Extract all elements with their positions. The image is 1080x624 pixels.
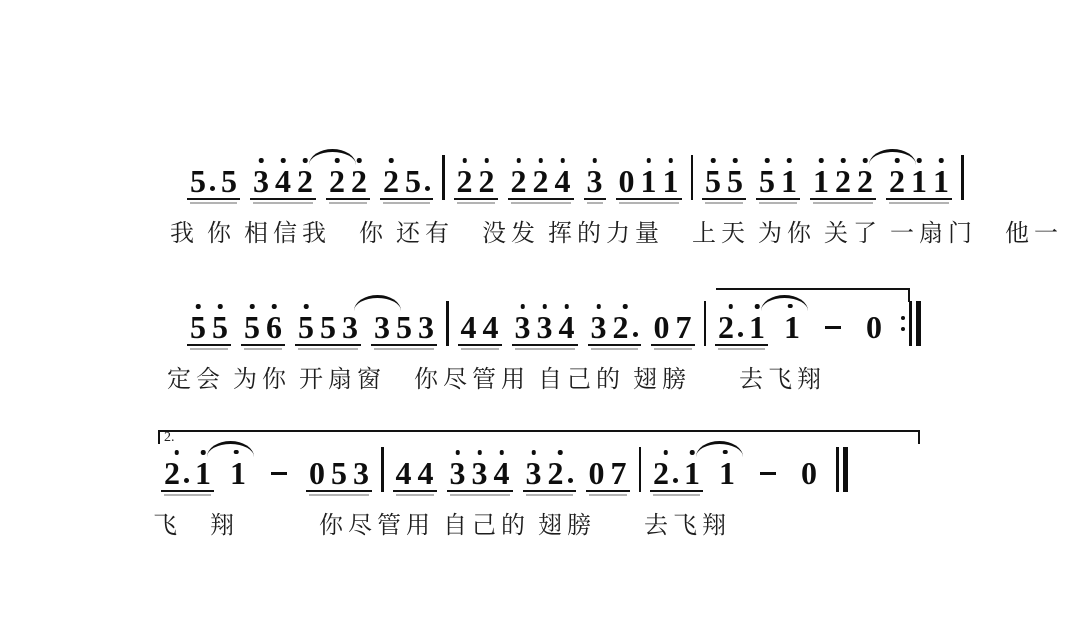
duration-dash — [825, 326, 841, 330]
note-digit: 4 — [460, 309, 477, 345]
note — [351, 157, 367, 199]
note-digit: 3 — [536, 309, 553, 345]
augmentation-dot — [568, 478, 573, 483]
volta-label: 2. — [164, 430, 175, 445]
lyric-chunk: 你 — [207, 221, 236, 247]
octave-dot — [542, 304, 547, 309]
octave-dot — [596, 304, 601, 309]
octave-dot — [218, 304, 223, 309]
note-group — [161, 449, 214, 492]
lyric-chunk: 没发 — [482, 221, 540, 247]
note — [275, 157, 291, 199]
note — [395, 449, 412, 491]
note-digit: 2 — [329, 163, 345, 199]
note-group — [458, 303, 502, 346]
note-digit: 0 — [588, 455, 605, 491]
note-digit: 2 — [547, 455, 564, 491]
note — [417, 449, 434, 491]
octave-dot — [335, 158, 340, 163]
octave-dot — [787, 158, 792, 163]
barline — [442, 155, 445, 200]
octave-dot — [564, 304, 569, 309]
note-group — [508, 157, 574, 200]
octave-dot — [711, 158, 716, 163]
notation-row — [182, 300, 921, 346]
note — [857, 157, 873, 199]
note-group — [187, 303, 231, 346]
lyric-chunk: 你尽管用 — [414, 367, 530, 393]
system-2 — [167, 300, 921, 394]
lyric-chunk: 去飞翔 — [739, 367, 826, 393]
note — [911, 157, 927, 199]
note — [456, 157, 473, 199]
note — [727, 157, 743, 199]
note-digit: 3 — [525, 455, 542, 491]
note-digit: 2 — [857, 163, 873, 199]
barline — [961, 155, 964, 200]
note-digit: 7 — [610, 455, 627, 491]
note — [705, 157, 721, 199]
lyric-chunk: 定会 — [167, 367, 225, 393]
note-group — [650, 449, 703, 492]
note-digit: 1 — [719, 454, 735, 491]
note-group — [371, 303, 437, 346]
barline — [446, 301, 449, 346]
note — [662, 157, 679, 199]
note-digit: 5 — [759, 163, 775, 199]
note-digit: 3 — [353, 455, 369, 491]
note-digit: 0 — [801, 454, 817, 491]
note-digit: 1 — [662, 163, 679, 199]
octave-dot — [304, 304, 309, 309]
note — [590, 303, 607, 345]
note-digit: 2 — [889, 163, 905, 199]
octave-dot — [939, 158, 944, 163]
lyric-chunk: 关了 — [824, 221, 882, 247]
note — [933, 157, 949, 199]
octave-dot — [663, 450, 668, 455]
octave-dot — [788, 304, 793, 309]
octave-dot — [201, 450, 206, 455]
lyric-chunk: 挥的力量 — [548, 221, 664, 247]
octave-dot — [765, 158, 770, 163]
note — [164, 449, 189, 491]
note — [653, 449, 678, 491]
note-digit: 0 — [309, 455, 325, 491]
note-group — [447, 449, 513, 492]
note — [244, 303, 260, 345]
lyric-chunk: 开扇窗 — [299, 367, 386, 393]
note-digit: 5 — [190, 309, 206, 345]
note-group — [715, 303, 768, 346]
octave-dot — [558, 450, 563, 455]
note-group — [512, 303, 578, 346]
note-digit: 5 — [705, 163, 721, 199]
lyric-chunk: 翅膀 — [538, 513, 596, 539]
octave-dot — [623, 304, 628, 309]
repeat-end-barline — [901, 301, 921, 346]
note-digit: 1 — [640, 163, 657, 199]
notation-row — [156, 446, 848, 492]
barline-thin — [909, 301, 912, 346]
note-digit: 0 — [653, 309, 670, 345]
note-digit: 1 — [813, 163, 829, 199]
note-digit: 4 — [275, 163, 291, 199]
note-digit: 1 — [684, 455, 700, 491]
lyric-chunk: 我 — [170, 221, 199, 247]
note-group — [523, 449, 576, 492]
note — [588, 449, 605, 491]
note-digit: 3 — [253, 163, 269, 199]
note-digit: 2 — [510, 163, 527, 199]
note-group — [586, 449, 630, 492]
note-digit: 5 — [221, 163, 237, 199]
note — [212, 303, 228, 345]
note-digit: 5 — [244, 309, 260, 345]
note — [449, 449, 466, 491]
note-digit: 4 — [417, 455, 434, 491]
duration-dash — [760, 472, 776, 476]
note-digit: 3 — [471, 455, 488, 491]
note-digit: 2 — [835, 163, 851, 199]
note-digit: 1 — [911, 163, 927, 199]
note — [759, 157, 775, 199]
note-group — [454, 157, 498, 200]
augmentation-dot — [673, 478, 678, 483]
octave-dot — [538, 158, 543, 163]
note-group — [651, 303, 695, 346]
octave-dot — [357, 158, 362, 163]
lyric-chunk: 一扇门 — [890, 221, 977, 247]
barline-thick — [916, 301, 922, 346]
note-digit: 2 — [297, 163, 313, 199]
note — [719, 449, 735, 491]
augmentation-dot — [738, 332, 743, 337]
note-digit: 1 — [195, 455, 211, 491]
barline-thick — [843, 447, 849, 492]
note-digit: 2 — [532, 163, 549, 199]
note — [653, 303, 670, 345]
note — [383, 157, 399, 199]
octave-dot — [272, 304, 277, 309]
note — [405, 157, 430, 199]
octave-dot — [520, 304, 525, 309]
octave-dot — [668, 158, 673, 163]
note-digit: 2 — [653, 455, 669, 491]
note — [813, 157, 829, 199]
note-group — [810, 157, 876, 200]
note-digit: 1 — [784, 308, 800, 345]
octave-dot — [841, 158, 846, 163]
note — [532, 157, 549, 199]
octave-dot — [259, 158, 264, 163]
note-group — [241, 303, 285, 346]
note — [554, 157, 571, 199]
note-group — [326, 157, 370, 200]
note — [297, 157, 313, 199]
note — [471, 449, 488, 491]
note-digit: 3 — [374, 309, 390, 345]
barline — [381, 447, 384, 492]
note — [835, 157, 851, 199]
octave-dot — [646, 158, 651, 163]
lyric-chunk: 你尽管用 — [319, 513, 435, 539]
note — [418, 303, 434, 345]
note — [320, 303, 336, 345]
lyric-chunk: 自己的 — [443, 513, 530, 539]
note-digit: 2 — [718, 309, 734, 345]
lyrics-row — [153, 505, 848, 540]
note-digit: 2 — [478, 163, 495, 199]
lyric-chunk: 飞 — [153, 513, 182, 539]
note — [374, 303, 390, 345]
note-group — [306, 449, 372, 492]
repeat-dots — [901, 316, 905, 331]
octave-dot — [250, 304, 255, 309]
note — [230, 449, 246, 491]
note — [190, 157, 215, 199]
note — [781, 157, 797, 199]
lyrics-row — [170, 213, 1071, 248]
octave-dot — [819, 158, 824, 163]
note — [718, 303, 743, 345]
note-digit: 5 — [727, 163, 743, 199]
lyric-chunk: 你 — [359, 221, 388, 247]
octave-dot — [281, 158, 286, 163]
note-digit: 3 — [342, 309, 358, 345]
note-group — [588, 303, 641, 346]
note-digit: 5 — [405, 163, 421, 199]
note-digit: 5 — [320, 309, 336, 345]
note-digit: 4 — [493, 455, 510, 491]
note — [525, 449, 542, 491]
augmentation-dot — [633, 332, 638, 337]
note-digit: 7 — [675, 309, 692, 345]
octave-dot — [728, 304, 733, 309]
barline — [691, 155, 694, 200]
note — [684, 449, 700, 491]
note-digit: 6 — [266, 309, 282, 345]
augmentation-dot — [210, 186, 215, 191]
lyric-chunk: 去飞翔 — [644, 513, 731, 539]
note — [329, 157, 345, 199]
note — [558, 303, 575, 345]
note-group — [886, 157, 952, 200]
note-digit: 3 — [514, 309, 531, 345]
note — [586, 157, 603, 199]
note — [266, 303, 282, 345]
note — [784, 303, 800, 345]
note — [190, 303, 206, 345]
note — [536, 303, 553, 345]
volta-bracket — [716, 288, 910, 302]
note-group — [756, 157, 800, 200]
final-barline — [836, 447, 848, 492]
note-digit: 1 — [933, 163, 949, 199]
note-digit: 1 — [749, 309, 765, 345]
notation-row — [182, 154, 1071, 200]
note — [298, 303, 314, 345]
note-group — [187, 157, 240, 200]
note — [195, 449, 211, 491]
octave-dot — [484, 158, 489, 163]
lyric-chunk: 他一 — [1005, 221, 1063, 247]
octave-dot — [755, 304, 760, 309]
augmentation-dot — [425, 186, 430, 191]
note — [221, 157, 237, 199]
note — [866, 303, 882, 345]
lyric-chunk: 自己的 — [538, 367, 625, 393]
lyric-chunk: 为你 — [758, 221, 816, 247]
note — [514, 303, 531, 345]
barline — [639, 447, 642, 492]
note — [396, 303, 412, 345]
system-3 — [153, 430, 848, 540]
octave-dot — [303, 158, 308, 163]
note-digit: 3 — [449, 455, 466, 491]
note — [353, 449, 369, 491]
volta-bracket — [158, 430, 920, 444]
note-digit: 3 — [586, 163, 603, 199]
octave-dot — [389, 158, 394, 163]
note-group — [380, 157, 433, 200]
note — [253, 157, 269, 199]
note-group — [393, 449, 437, 492]
note — [331, 449, 347, 491]
note-digit: 5 — [396, 309, 412, 345]
note-digit: 0 — [618, 163, 635, 199]
octave-dot — [917, 158, 922, 163]
octave-dot — [477, 450, 482, 455]
note-digit: 4 — [482, 309, 499, 345]
lyric-chunk: 翅膀 — [633, 367, 691, 393]
note — [675, 303, 692, 345]
barline — [704, 301, 707, 346]
note — [749, 303, 765, 345]
lyrics-row — [167, 359, 921, 394]
note — [309, 449, 325, 491]
note — [640, 157, 657, 199]
note-group — [616, 157, 682, 200]
lyric-chunk: 还有 — [396, 221, 454, 247]
note-digit: 2 — [456, 163, 473, 199]
note-group — [584, 157, 606, 200]
octave-dot — [723, 450, 728, 455]
octave-dot — [895, 158, 900, 163]
note — [801, 449, 817, 491]
octave-dot — [733, 158, 738, 163]
note-group — [250, 157, 316, 200]
octave-dot — [234, 450, 239, 455]
note-digit: 1 — [781, 163, 797, 199]
note-digit: 3 — [590, 309, 607, 345]
duration-dash — [271, 472, 287, 476]
note — [618, 157, 635, 199]
octave-dot — [174, 450, 179, 455]
lyric-chunk: 翔 — [210, 513, 239, 539]
note-digit: 1 — [230, 454, 246, 491]
octave-dot — [462, 158, 467, 163]
note-digit: 0 — [866, 308, 882, 345]
octave-dot — [863, 158, 868, 163]
note — [612, 303, 638, 345]
note — [610, 449, 627, 491]
octave-dot — [690, 450, 695, 455]
note-digit: 2 — [383, 163, 399, 199]
note-digit: 5 — [212, 309, 228, 345]
octave-dot — [560, 158, 565, 163]
octave-dot — [531, 450, 536, 455]
note — [342, 303, 358, 345]
lyric-chunk: 为你 — [233, 367, 291, 393]
augmentation-dot — [184, 478, 189, 483]
note-digit: 5 — [331, 455, 347, 491]
octave-dot — [592, 158, 597, 163]
note — [478, 157, 495, 199]
note — [889, 157, 905, 199]
note — [510, 157, 527, 199]
note-digit: 4 — [395, 455, 412, 491]
lyric-chunk: 相信我 — [244, 221, 331, 247]
note — [460, 303, 477, 345]
octave-dot — [455, 450, 460, 455]
note — [482, 303, 499, 345]
note-group — [295, 303, 361, 346]
note-digit: 4 — [554, 163, 571, 199]
note-digit: 5 — [298, 309, 314, 345]
octave-dot — [196, 304, 201, 309]
note-group — [702, 157, 746, 200]
lyric-chunk: 上天 — [692, 221, 750, 247]
note-digit: 2 — [164, 455, 180, 491]
octave-dot — [499, 450, 504, 455]
note-digit: 3 — [418, 309, 434, 345]
note-digit: 5 — [190, 163, 206, 199]
octave-dot — [516, 158, 521, 163]
note — [547, 449, 573, 491]
note-digit: 2 — [351, 163, 367, 199]
system-1 — [170, 154, 1071, 248]
note-digit: 4 — [558, 309, 575, 345]
barline-thin — [836, 447, 839, 492]
note — [493, 449, 510, 491]
note-digit: 2 — [612, 309, 629, 345]
